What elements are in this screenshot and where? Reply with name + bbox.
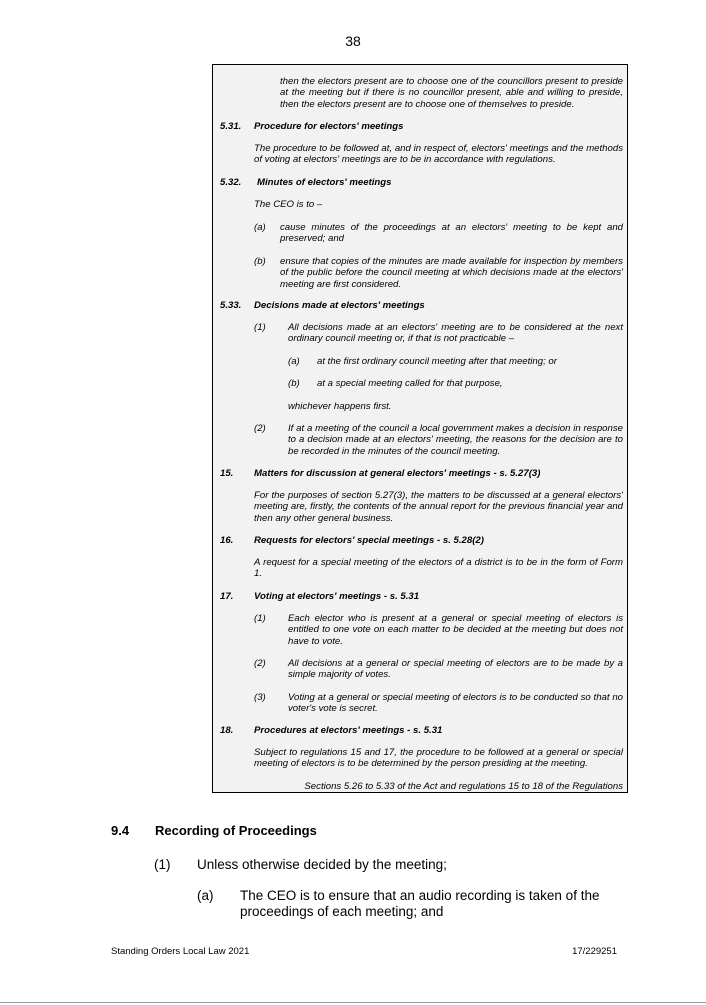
s533-b-label: (b) [288,378,300,389]
s533-b-text: at a special meeting called for that purpose, [317,378,503,389]
s533-p1-text: All decisions made at an electors' meeting are to be considered at the next ordinary council meeting or, if that is not practicable – [288,322,623,345]
sec94-p1-text: Unless otherwise decided by the meeting; [197,857,447,872]
s533-a-label: (a) [288,356,300,367]
r17-p2-text: All decisions at a general or special meeting of electors are to be made by a simple majority of votes. [288,658,623,681]
s531-text: The procedure to be followed at, and in respect of, electors' meetings and the methods of voting at electors' meetings are to be in accordance with regulations. [254,143,623,166]
s533-p2-label: (2) [254,423,266,434]
page-edge-divider [0,1002,706,1003]
r17-p3-label: (3) [254,692,266,703]
s532-a-label: (a) [254,222,266,233]
s532-heading: Minutes of electors' meetings [257,177,392,188]
r16-num: 16. [220,535,234,546]
source-note: Sections 5.26 to 5.33 of the Act and regulations 15 to 18 of the Regulations [304,781,623,792]
r16-heading: Requests for electors' special meetings - s. 5.28(2) [254,535,484,546]
s533-num: 5.33. [220,300,242,311]
sec94-p1-label: (1) [154,857,171,872]
r17-heading: Voting at electors' meetings - s. 5.31 [254,591,420,602]
s533-p1-label: (1) [254,322,266,333]
r17-p1-label: (1) [254,613,266,624]
sec94-a-label: (a) [197,888,214,903]
section-number: 9.4 [111,823,130,838]
s531-heading: Procedure for electors' meetings [254,121,404,132]
s532-a-text: cause minutes of the proceedings at an electors' meeting to be kept and preserved; and [280,222,623,245]
s532-lead: The CEO is to – [254,199,323,210]
s533-a-text: at the first ordinary council meeting after that meeting; or [317,356,557,367]
r15-heading: Matters for discussion at general electors' meetings - s. 5.27(3) [254,468,541,479]
r17-p3-text: Voting at a general or special meeting of electors is to be conducted so that no voter's vote is secret. [288,692,623,715]
r17-p2-label: (2) [254,658,266,669]
s533-whichever: whichever happens first. [288,401,392,412]
s532-b-text: ensure that copies of the minutes are made available for inspection by members of the public before the council meeting at which decisions made at the electors' meeting are first considered. [280,256,623,290]
s532-num: 5.32. [220,177,242,188]
s533-p2-text: If at a meeting of the council a local government makes a decision in response to a decision made at an electors' meeting, the reasons for the decision are to be recorded in the minutes of the council meeting. [288,423,623,457]
sec94-a-text: The CEO is to ensure that an audio recording is taken of the proceedings of each meeting; and [240,888,600,919]
r16-text: A request for a special meeting of the electors of a district is to be in the form of Form 1. [254,557,623,580]
footer-reference: 17/229251 [572,946,617,957]
s533-heading: Decisions made at electors' meetings [254,300,425,311]
s531-num: 5.31. [220,121,242,132]
footer-title: Standing Orders Local Law 2021 [111,946,250,957]
r17-p1-text: Each elector who is present at a general or special meeting of electors is entitled to one vote on each matter to be decided at the meeting but does not have to vote. [288,613,623,647]
intro-text: then the electors present are to choose one of the councillors present to preside at the meeting but if there is no councillor present, able and willing to preside, then the electors present are to choose one of themselves to preside. [280,76,623,110]
r18-num: 18. [220,725,234,736]
section-title: Recording of Proceedings [155,823,317,838]
page-number: 38 [345,33,361,49]
r17-num: 17. [220,591,234,602]
r18-text: Subject to regulations 15 and 17, the procedure to be followed at a general or special meeting of electors is to be determined by the person presiding at the meeting. [254,747,623,770]
r18-heading: Procedures at electors' meetings - s. 5.31 [254,725,443,736]
r15-text: For the purposes of section 5.27(3), the matters to be discussed at a general electors' meeting are, firstly, the contents of the annual report for the previous financial year and then any other general business. [254,490,623,524]
r15-num: 15. [220,468,234,479]
s532-b-label: (b) [254,256,266,267]
